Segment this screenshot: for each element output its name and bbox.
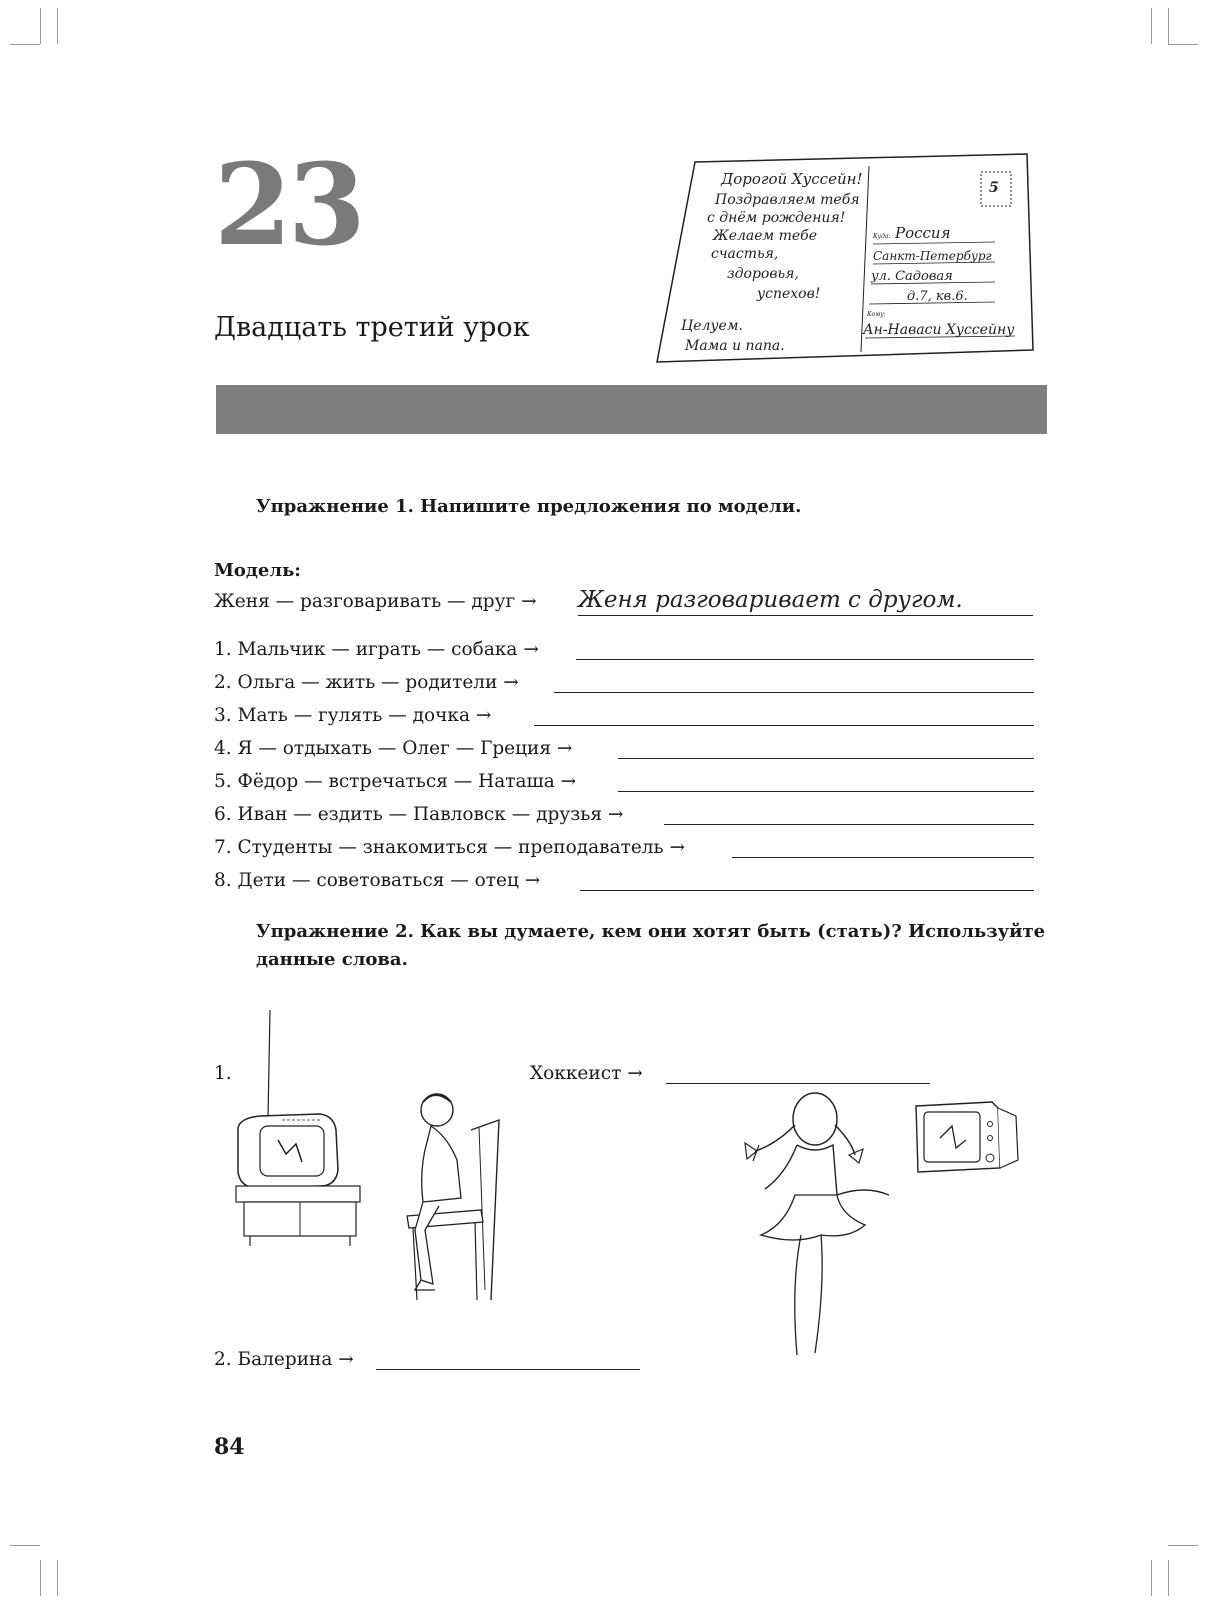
answer-blank[interactable] (580, 868, 1034, 891)
recipient-label: Кому: (867, 311, 886, 318)
exercise2-heading-line2: данные слова. (256, 949, 408, 970)
model-prompt-text: Женя — разговаривать — друг → (214, 591, 537, 612)
postcard-line: здоровья, (727, 266, 799, 282)
crop-mark (40, 8, 41, 44)
crop-mark (1168, 1545, 1198, 1546)
exercise-item-text: 8. Дети — советоваться — отец → (214, 870, 541, 891)
exercise-item-text: 3. Мать — гулять — дочка → (214, 705, 492, 726)
exercise-item (214, 769, 576, 795)
answer-blank[interactable] (554, 670, 1034, 693)
exercise2-heading (256, 918, 1045, 974)
exercise2-item1-number: 1. (214, 1063, 232, 1084)
exercise-item-text: 5. Фёдор — встречаться — Наташа → (214, 771, 577, 792)
exercise-item (214, 802, 623, 828)
address-line: Санкт-Петербург (873, 249, 992, 263)
postcard-signoff: Целуем. (681, 318, 743, 334)
model-prompt (214, 589, 537, 615)
exercise-item (214, 868, 540, 894)
header-bar (216, 385, 1047, 434)
address-label: Куда: (873, 233, 891, 240)
address-line: ул. Садовая (871, 269, 953, 284)
exercise-item-text: 6. Иван — ездить — Павловск — друзья → (214, 804, 624, 825)
exercise2-item2-text: 2. Балерина → (214, 1349, 354, 1370)
exercise2-item2 (214, 1347, 354, 1373)
crop-mark (1168, 44, 1198, 45)
crop-mark (1168, 8, 1169, 44)
answer-blank[interactable] (576, 637, 1034, 660)
exercise-item (214, 835, 685, 861)
answer-blank[interactable] (666, 1061, 930, 1084)
answer-blank[interactable] (618, 769, 1034, 792)
exercise1-heading: Упражнение 1. Напишите предложения по модели. (256, 496, 802, 517)
exercise-item (214, 736, 572, 762)
postcard-line: с днём рождения! (707, 210, 846, 226)
answer-blank[interactable] (618, 736, 1034, 759)
postcard-signoff: Мама и папа. (685, 338, 785, 354)
exercise2-item1 (530, 1061, 643, 1087)
postcard-line: Желаем тебе (713, 228, 818, 244)
exercise-item (214, 670, 519, 696)
exercise-item-text: 1. Мальчик — играть — собака → (214, 639, 539, 660)
exercise-item-text: 4. Я — отдыхать — Олег — Греция → (214, 738, 573, 759)
postcard-line: успехов! (757, 286, 821, 302)
answer-blank[interactable] (376, 1347, 640, 1370)
crop-mark (1151, 1560, 1152, 1596)
crop-mark (10, 1545, 40, 1546)
address-line: д.7, кв.6. (907, 289, 968, 304)
crop-mark (1168, 1560, 1169, 1596)
ballerina-illustration (725, 1085, 905, 1365)
exercise2-heading-line1: Упражнение 2. Как вы думаете, кем они хотят быть (стать)? Используйте (256, 921, 1046, 942)
address-line: Россия (895, 224, 951, 242)
exercise-item-text: 7. Студенты — знакомиться — преподаватель → (214, 837, 686, 858)
postcard-illustration (655, 152, 1035, 370)
postcard-line: Поздравляем тебя (715, 192, 860, 208)
recipient-name: Ан-Наваси Хуссейну (863, 322, 1015, 338)
exercise-item (214, 637, 539, 663)
postcard-greeting: Дорогой Хуссейн! (721, 170, 863, 188)
exercise-item-text: 2. Ольга — жить — родители → (214, 672, 519, 693)
postcard-line: счастья, (711, 246, 779, 262)
tv-on-stand-illustration (220, 1010, 370, 1250)
model-answer: Женя разговаривает с другом. (578, 585, 1033, 616)
crop-mark (1151, 8, 1152, 44)
lesson-number: 23 (214, 140, 362, 271)
exercise-item (214, 703, 491, 729)
crop-mark (57, 8, 58, 44)
exercise2-item1-word: Хоккеист → (530, 1063, 643, 1084)
answer-blank[interactable] (732, 835, 1034, 858)
small-tv-illustration (912, 1098, 1022, 1178)
crop-mark (40, 1560, 41, 1596)
model-label: Модель: (214, 560, 301, 581)
crop-mark (10, 44, 40, 45)
boy-on-chair-illustration (395, 1090, 515, 1310)
stamp-value: 5 (989, 180, 999, 196)
crop-mark (57, 1560, 58, 1596)
page-number: 84 (214, 1434, 245, 1460)
answer-blank[interactable] (664, 802, 1034, 825)
answer-blank[interactable] (534, 703, 1034, 726)
lesson-title: Двадцать третий урок (214, 312, 530, 343)
